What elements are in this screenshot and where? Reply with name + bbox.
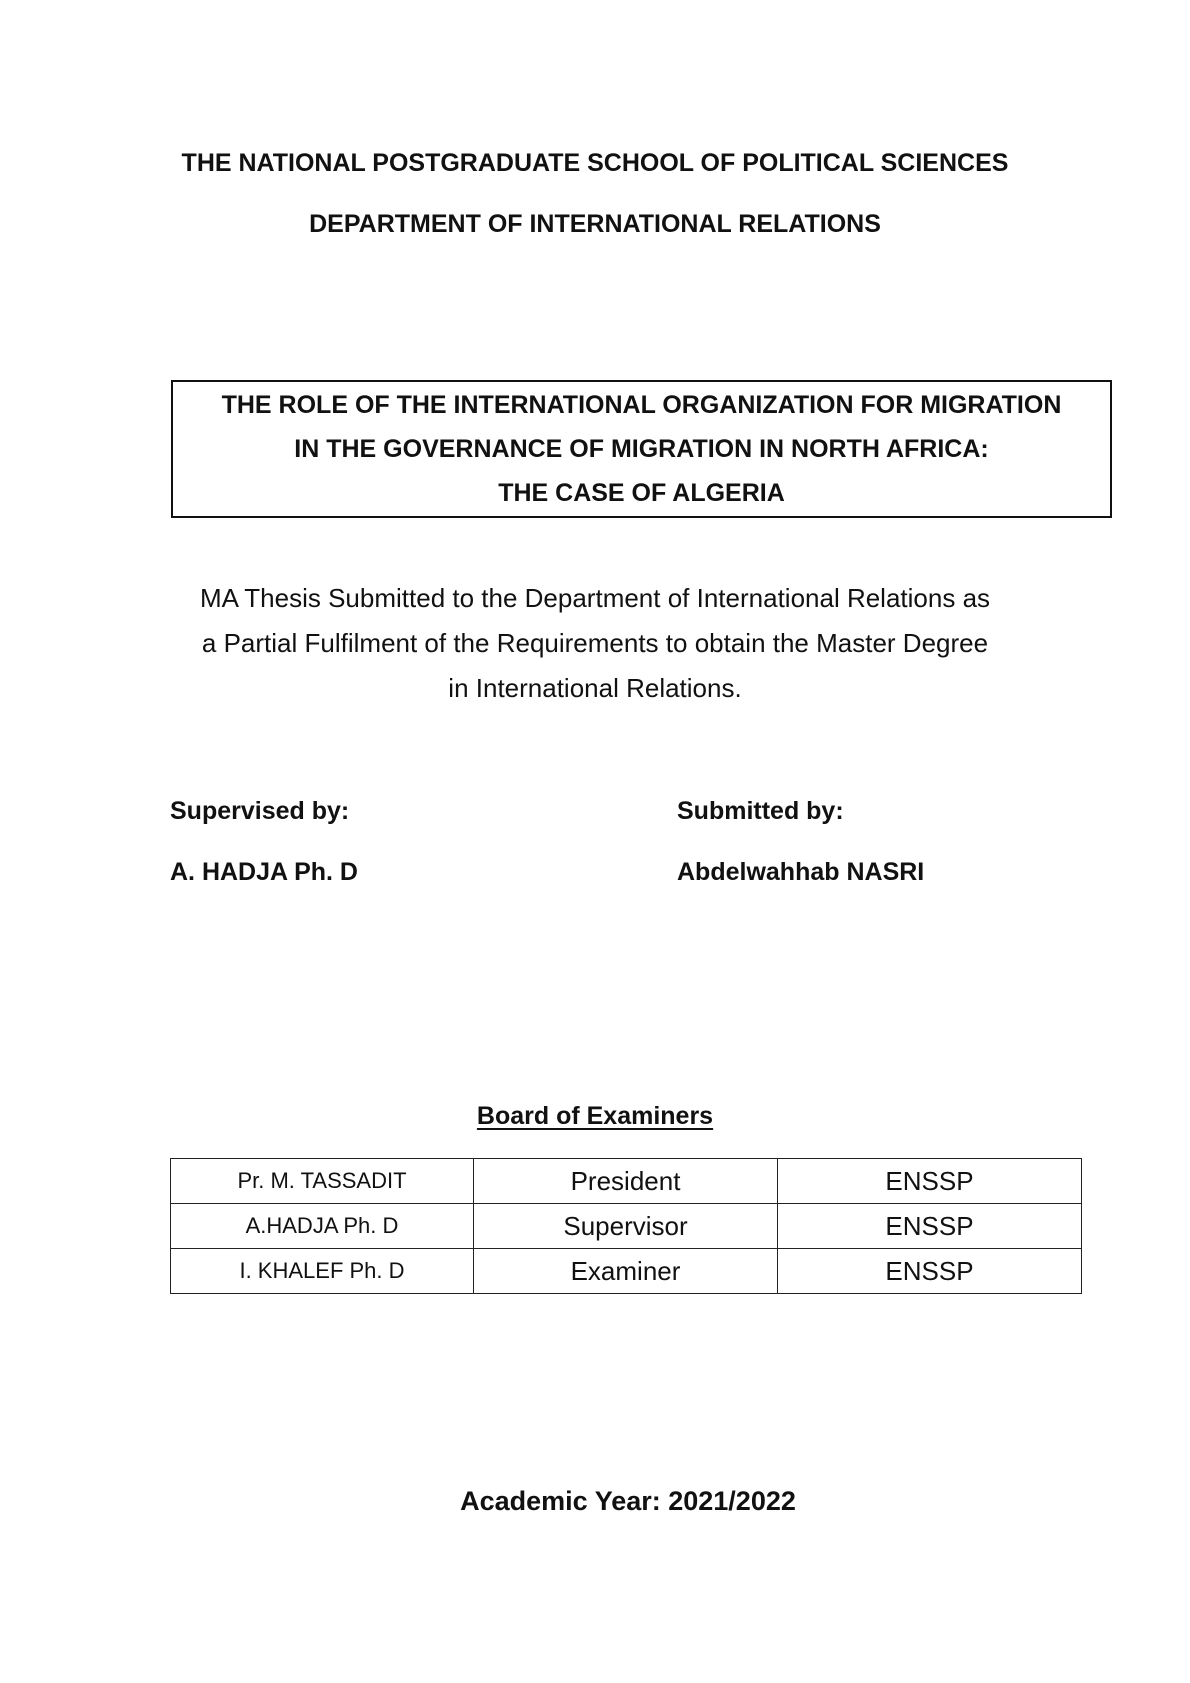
- examiner-institution: ENSSP: [778, 1204, 1082, 1249]
- examiner-name: I. KHALEF Ph. D: [171, 1249, 474, 1294]
- academic-year: Academic Year: 2021/2022: [460, 1486, 796, 1516]
- supervisor-name: A. HADJA Ph. D: [170, 858, 358, 886]
- submission-statement-line-1: MA Thesis Submitted to the Department of International Relations as: [199, 583, 991, 613]
- thesis-title-box: [171, 380, 1112, 518]
- examiner-role: President: [474, 1159, 778, 1204]
- examiners-table: [170, 1158, 1082, 1294]
- thesis-title-line-3: THE CASE OF ALGERIA: [498, 479, 785, 507]
- examiner-institution: ENSSP: [778, 1159, 1082, 1204]
- thesis-title-line-1: THE ROLE OF THE INTERNATIONAL ORGANIZATION FOR MIGRATION: [221, 391, 1062, 419]
- table-row: [171, 1159, 1082, 1204]
- student-name: Abdelwahhab NASRI: [677, 858, 925, 886]
- examiner-name: A.HADJA Ph. D: [171, 1204, 474, 1249]
- examiner-institution: ENSSP: [778, 1249, 1082, 1294]
- submission-statement-line-2: a Partial Fulfilment of the Requirements to obtain the Master Degree: [201, 628, 989, 658]
- examiner-name: Pr. M. TASSADIT: [171, 1159, 474, 1204]
- supervisor-label: Supervised by:: [170, 797, 350, 825]
- table-row: [171, 1204, 1082, 1249]
- school-name: THE NATIONAL POSTGRADUATE SCHOOL OF POLITICAL SCIENCES: [181, 149, 1009, 177]
- table-row: [171, 1249, 1082, 1294]
- examiner-role: Examiner: [474, 1249, 778, 1294]
- student-label: Submitted by:: [677, 797, 844, 825]
- examiner-role: Supervisor: [474, 1204, 778, 1249]
- thesis-title-line-2: IN THE GOVERNANCE OF MIGRATION IN NORTH AFRICA:: [294, 435, 989, 463]
- board-heading: Board of Examiners: [476, 1102, 714, 1130]
- department-name: DEPARTMENT OF INTERNATIONAL RELATIONS: [309, 210, 881, 238]
- submission-statement-line-3: in International Relations.: [448, 673, 742, 703]
